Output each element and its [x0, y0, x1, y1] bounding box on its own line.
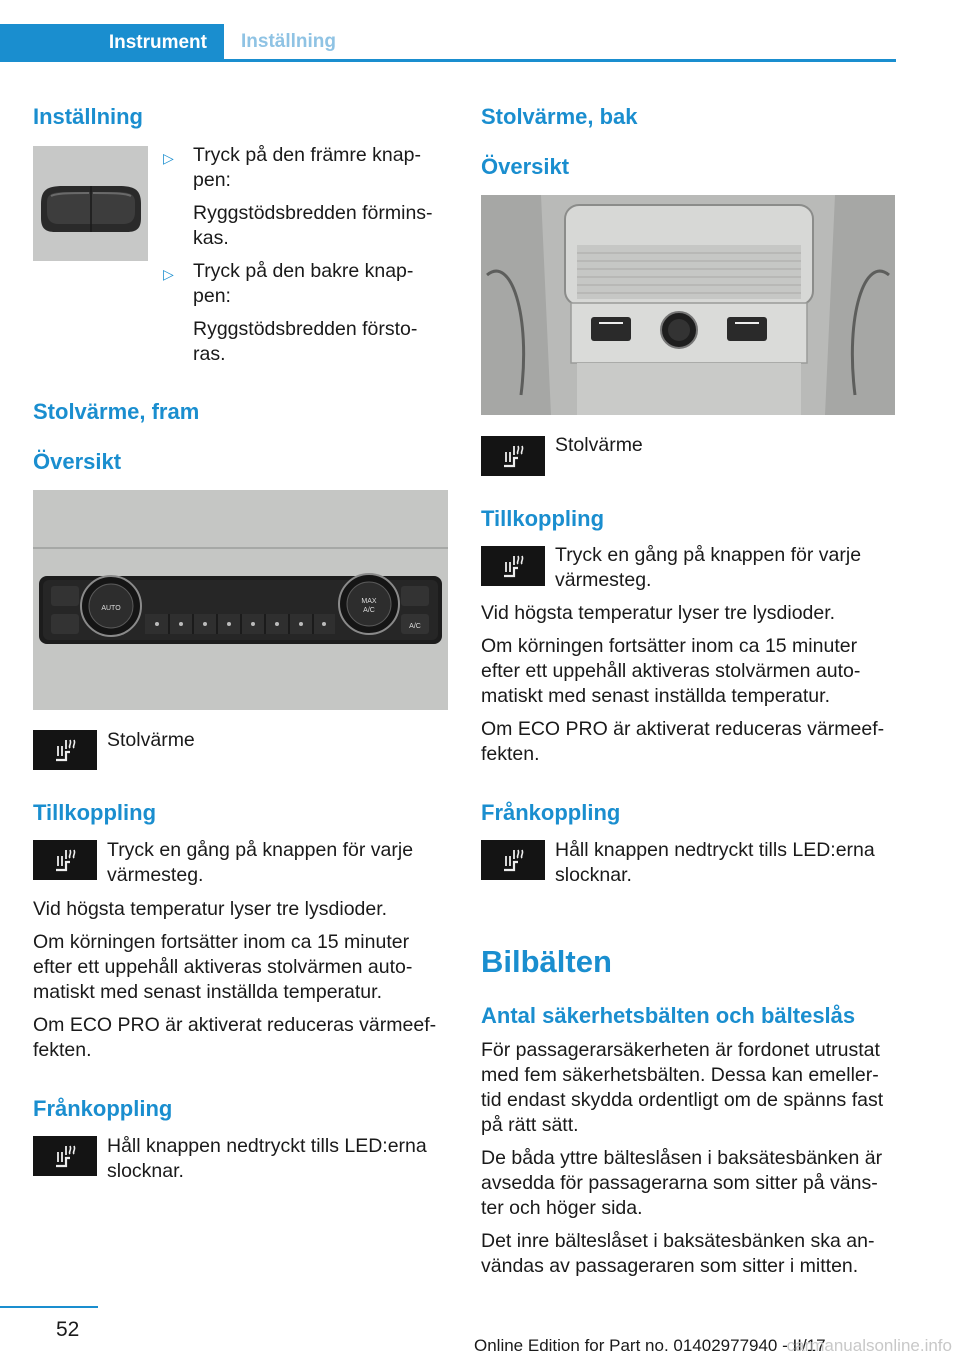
- seatbelts-para1-line4: på rätt sätt.: [481, 1114, 579, 1136]
- front-para3-line2: fekten.: [33, 1039, 92, 1061]
- bullet-2-line2: pen:: [193, 285, 231, 307]
- panel-ac-label: A/C: [409, 623, 421, 630]
- front-icon-label: Stolvärme: [107, 729, 195, 751]
- rear-overview-heading: Översikt: [481, 154, 570, 179]
- seat-heating-icon: [481, 436, 545, 476]
- rear-para2-line2: efter ett uppehåll aktiveras stolvärmen auto-: [481, 660, 861, 682]
- edition-line: Online Edition for Part no. 01402977940 - II/17: [474, 1336, 826, 1355]
- tab-installning[interactable]: Inställning: [224, 24, 896, 62]
- bullet-1-sub1: Ryggstödsbredden förmins-: [193, 202, 433, 224]
- heated-rear-heading: Stolvärme, bak: [481, 104, 638, 129]
- bullet-1-sub2: kas.: [193, 227, 229, 249]
- climate-panel-photo: [33, 490, 448, 710]
- watermark: carmanualsonline.info: [786, 1336, 952, 1355]
- footer-rule: [0, 1306, 98, 1308]
- setting-heading: Inställning: [33, 104, 143, 129]
- front-para3-line1: Om ECO PRO är aktiverat reduceras värmeef-: [33, 1014, 437, 1036]
- front-switch-off-heading: Frånkoppling: [33, 1096, 173, 1121]
- seatbelts-para1-line3: tid endast skydda ordentligt om de spänns fast: [481, 1089, 884, 1111]
- front-switch-on-heading: Tillkoppling: [33, 800, 157, 825]
- seat-heating-icon: [33, 1136, 97, 1176]
- seatbelts-para2-line1: De båda yttre bälteslåsen i baksätesbänken är: [481, 1147, 883, 1169]
- seat-heating-icon: [481, 840, 545, 880]
- bullet-2-line1: Tryck på den bakre knap-: [193, 260, 414, 282]
- panel-max-label: MAX: [361, 598, 377, 605]
- seat-width-button-illustration: [33, 146, 148, 261]
- rear-switch-off-text2: slocknar.: [555, 864, 632, 886]
- bullet-2-sub2: ras.: [193, 343, 226, 365]
- front-overview-heading: Översikt: [33, 449, 122, 474]
- seat-heating-icon: [33, 730, 97, 770]
- seatbelts-para1-line2: med fem säkerhetsbälten. Dessa kan emeller-: [481, 1064, 879, 1086]
- seatbelts-heading: Bilbälten: [481, 944, 612, 979]
- rear-para2-line3: matiskt med senast inställda temperatur.: [481, 685, 830, 707]
- rear-switch-off-text1: Håll knappen nedtryckt tills LED:erna: [555, 839, 875, 861]
- rear-console-photo: [481, 195, 895, 415]
- seatbelts-para2-line2: avsedda för passagerarna som sitter på väns-: [481, 1172, 878, 1194]
- heated-front-heading: Stolvärme, fram: [33, 399, 200, 424]
- rear-switch-on-heading: Tillkoppling: [481, 506, 605, 531]
- seatbelts-para1-line1: För passagerarsäkerheten är fordonet utrustat: [481, 1039, 880, 1061]
- seatbelts-para2-line3: ter och höger sida.: [481, 1197, 643, 1219]
- bullet-marker-2: ▷: [163, 266, 174, 282]
- rear-switch-off-heading: Frånkoppling: [481, 800, 621, 825]
- seatbelts-sub-heading: Antal säkerhetsbälten och bälteslås: [481, 1003, 856, 1028]
- front-switch-on-text1: Tryck en gång på knappen för varje: [107, 839, 414, 861]
- front-para2-line2: efter ett uppehåll aktiveras stolvärmen auto-: [33, 956, 413, 978]
- rear-para1: Vid högsta temperatur lyser tre lysdioder.: [481, 602, 836, 624]
- rear-switch-on-text2: värmesteg.: [555, 569, 652, 591]
- bullet-1-line1: Tryck på den främre knap-: [193, 144, 421, 166]
- seat-heating-icon: [481, 546, 545, 586]
- page-number: 52: [56, 1318, 80, 1341]
- rear-para2-line1: Om körningen fortsätter inom ca 15 minuter: [481, 635, 858, 657]
- bullet-marker-1: ▷: [163, 150, 174, 166]
- front-para1: Vid högsta temperatur lyser tre lysdioder.: [33, 898, 388, 920]
- seat-heating-icon: [33, 840, 97, 880]
- panel-max-ac-sub-label: A/C: [363, 607, 375, 614]
- page-header: [0, 0, 960, 64]
- climate-panel-illustration: [33, 490, 448, 710]
- front-switch-on-text2: värmesteg.: [107, 864, 204, 886]
- seatbelts-para3-line1: Det inre bälteslåset i baksätesbänken ska an-: [481, 1230, 875, 1252]
- front-para2-line1: Om körningen fortsätter inom ca 15 minuter: [33, 931, 410, 953]
- front-switch-off-text2: slocknar.: [107, 1160, 184, 1182]
- rear-para3-line1: Om ECO PRO är aktiverat reduceras värmeef-: [481, 718, 885, 740]
- rear-icon-label: Stolvärme: [555, 434, 643, 456]
- rear-para3-line2: fekten.: [481, 743, 540, 765]
- rear-console-illustration: [481, 195, 895, 415]
- front-switch-off-text1: Håll knappen nedtryckt tills LED:erna: [107, 1135, 427, 1157]
- bullet-2-sub1: Ryggstödsbredden försto-: [193, 318, 418, 340]
- seat-width-button-photo: [33, 146, 148, 261]
- bullet-1-line2: pen:: [193, 169, 231, 191]
- panel-auto-label: AUTO: [101, 605, 121, 612]
- front-para2-line3: matiskt med senast inställda temperatur.: [33, 981, 382, 1003]
- seatbelts-para3-line2: vändas av passageraren som sitter i mitten.: [481, 1255, 859, 1277]
- rear-switch-on-text1: Tryck en gång på knappen för varje: [555, 544, 862, 566]
- tab-instrument[interactable]: Instrument: [0, 24, 224, 62]
